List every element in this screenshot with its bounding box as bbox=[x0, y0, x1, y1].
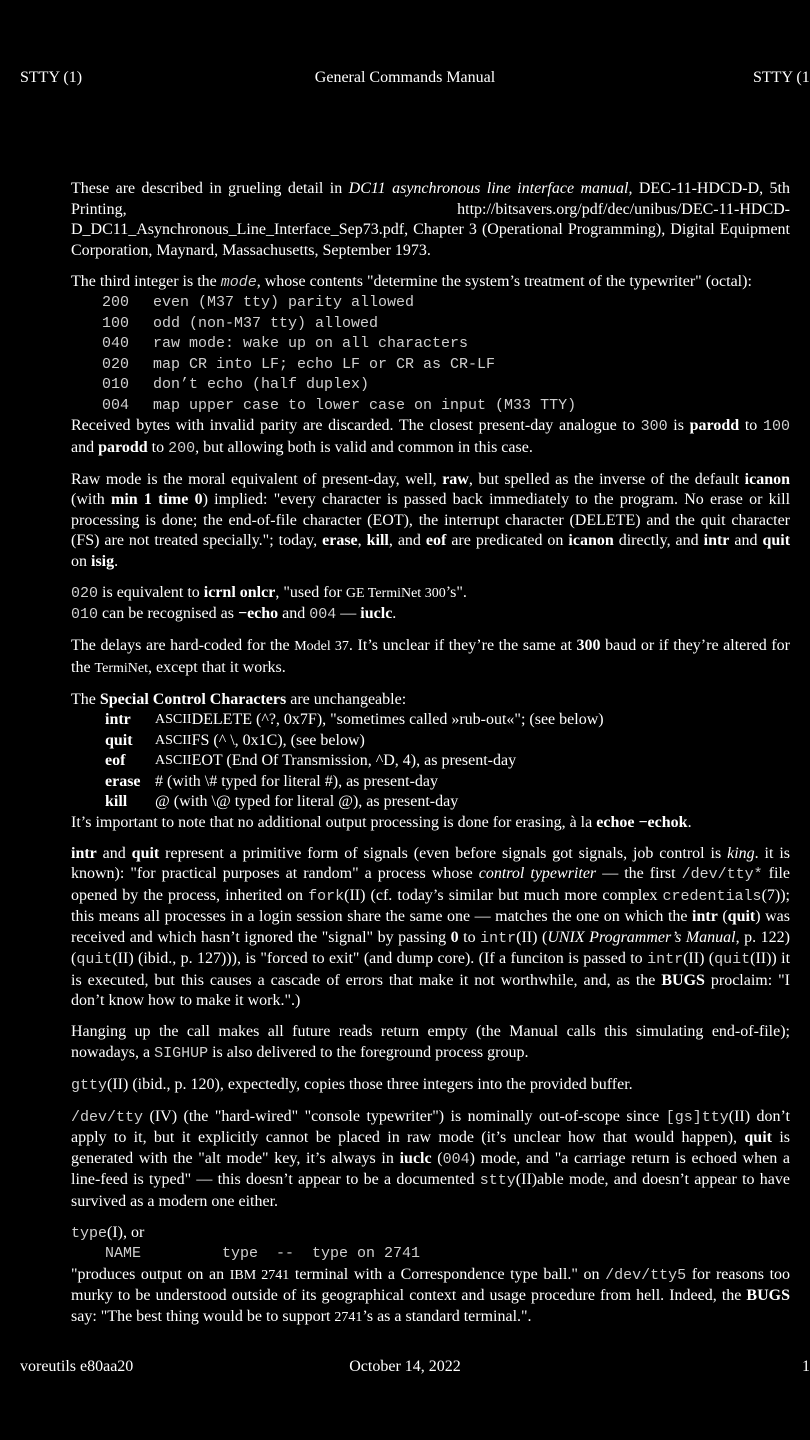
manpage-body bbox=[71, 179, 790, 1339]
page-header bbox=[0, 67, 810, 89]
scc-description: DELETE (^?, 0x7F), "sometimes called »rub-out«"; (see below) bbox=[191, 711, 604, 728]
scc-row bbox=[71, 772, 790, 793]
mode-table-row bbox=[71, 314, 790, 335]
paragraph-parity: Received bytes with invalid parity are discarded. The closest present-day analogue to 300 is parodd to 100 and parodd to 200, but allowing both is valid and common in this case. bbox=[71, 417, 791, 457]
header-center: General Commands Manual bbox=[314, 69, 496, 86]
mode-description: map CR into LF; echo LF or CR as CR-LF bbox=[153, 355, 496, 373]
mode-code: 010 bbox=[102, 376, 130, 393]
special-control-characters-table bbox=[71, 710, 790, 813]
scc-key: kill bbox=[105, 793, 128, 810]
mode-code: 100 bbox=[102, 314, 130, 332]
page-footer bbox=[0, 1356, 810, 1378]
mode-description: odd (non-M37 tty) allowed bbox=[153, 314, 379, 332]
header-right: STTY (1 bbox=[753, 69, 810, 86]
footer-center: October 14, 2022 bbox=[349, 1358, 461, 1375]
mode-description: don’t echo (half duplex) bbox=[153, 376, 370, 393]
mode-table-row bbox=[71, 293, 790, 314]
paragraph-hangup: Hanging up the call makes all future reads return empty (the Manual calls this simulating end-of-file); nowadays, a SIGHUP is also delivered to the foreground process group. bbox=[71, 1023, 790, 1062]
mode-table-row bbox=[71, 375, 790, 396]
paragraph-type: type(I), or bbox=[71, 1223, 145, 1242]
mode-code: 004 bbox=[102, 396, 130, 414]
footer-left: voreutils e80aa20 bbox=[20, 1358, 134, 1375]
paragraph-scc: The Special Control Characters are unchangeable: bbox=[71, 690, 407, 708]
scc-description: # (with \# typed for literal #), as present-day bbox=[155, 772, 439, 790]
scc-row bbox=[71, 710, 790, 731]
scc-ascii: ASCII bbox=[155, 732, 192, 748]
paragraph-dc11: These are described in grueling detail in DC11 asynchronous line interface manual, DEC-11-HDCD-D, 5th Printing, http://bitsavers.org/pdf/dec/unibus/DEC-11-HDCD-D_DC11_Asynchronous_Line_Interface_Sep73.pdf, Chapter 3 (Operational Programming), Digital Equipment Corporation, Maynard, Massachusetts, September 1973. bbox=[71, 180, 790, 259]
mode-description: raw mode: wake up on all characters bbox=[153, 335, 469, 352]
mode-table-row bbox=[71, 334, 790, 355]
paragraph-ibm2741: "produces output on an IBM 2741 terminal with a Correspondence type ball." on /dev/tty5 for reasons too murky to be understood outside of its geographical context and usage procedure from hell. Indeed, the BUGS say: "The best thing would be to support 2741’s as a standard terminal.". bbox=[71, 1265, 791, 1325]
header-left: STTY (1) bbox=[20, 69, 83, 86]
scc-description: @ (with \@ typed for literal @), as present-day bbox=[155, 793, 459, 810]
scc-key: intr bbox=[105, 711, 131, 728]
scc-description: EOT (End Of Transmission, ^D, 4), as present-day bbox=[191, 752, 517, 769]
mode-code: 200 bbox=[102, 294, 130, 311]
scc-row bbox=[71, 731, 790, 752]
scc-key: erase bbox=[105, 772, 141, 790]
mode-description: map upper case to lower case on input (M33 TTY) bbox=[153, 396, 577, 414]
mode-table-row bbox=[71, 396, 790, 417]
scc-row bbox=[71, 792, 790, 813]
paragraph-equivalents: 020 is equivalent to icrnl onlcr, "used for GE TermiNet 300’s". 010 can be recognised as −echo and 004 — iuclc. bbox=[71, 583, 467, 623]
scc-row bbox=[71, 751, 790, 772]
scc-ascii: ASCII bbox=[155, 712, 192, 727]
footer-right: 1 bbox=[802, 1358, 810, 1375]
paragraph-raw-mode: Raw mode is the moral equivalent of present-day, well, raw, but spelled as the inverse of the default icanon (with min 1 time 0) implied: "every character is passed back immediately to the program. No erase or kill processing is done; the end-of-file character (EOT), the interrupt character (DELETE) and the quit character (FS) are not treated specially."; today, erase, kill, and eof are predicated on icanon directly, and intr and quit on isig. bbox=[71, 470, 791, 570]
mode-code: 020 bbox=[102, 355, 130, 373]
paragraph-signals: intr and quit represent a primitive form of signals (even before signals got signals, job control is king. it is known): "for practical purposes at random" a process whose control typewriter — the first /dev/tty* file opened by the process, inherited on fork(II) (cf. today’s similar but much more complex credentials(7)); this means all processes in a login session share the same one — matches the one on which the intr (quit) was received and which hasn’t ignored the "signal" by passing 0 to intr(II) (UNIX Programmer’s Manual, p. 122) (quit(II) (ibid., p. 127))), is "forced to exit" (and dump core). (If a funciton is passed to intr(II) (quit(II)) it is executed, but this causes a cascade of errors that make it not worthwhile, and, as the BUGS proclaim: "I don’t know how to make it work.".) bbox=[71, 844, 791, 1009]
mode-table-row bbox=[71, 355, 790, 376]
scc-key: eof bbox=[105, 752, 126, 769]
paragraph-delays: The delays are hard-coded for the Model 37. It’s unclear if they’re the same at 300 baud or if they’re altered for the TermiNet, except that it works. bbox=[71, 637, 790, 676]
paragraph-gtty: gtty(II) (ibid., p. 120), expectedly, copies those three integers into the provided buffer. bbox=[71, 1075, 633, 1094]
mode-description: even (M37 tty) parity allowed bbox=[153, 294, 415, 311]
mode-code: 040 bbox=[102, 335, 130, 352]
scc-ascii: ASCII bbox=[155, 753, 192, 768]
scc-description: FS (^ \, 0x1C), (see below) bbox=[191, 731, 365, 749]
type-name-line: NAME type -- type on 2741 bbox=[105, 1245, 421, 1262]
mode-table bbox=[71, 293, 790, 416]
paragraph-mode: The third integer is the mode, whose contents "determine the system’s treatment of the typewriter" (octal): bbox=[71, 272, 752, 291]
paragraph-dev-tty: /dev/tty (IV) (the "hard-wired" "console typewriter") is nominally out-of-scope since [gs]tty(II) don’t apply to it, but it explicitly cannot be placed in raw mode (it’s unclear how that would happen), quit is generated with the "alt mode" key, it’s always in iuclc (004) mode, and "a carriage return is echoed when a line-feed is typed" — this doesn’t appear to be a documented stty(II)able mode, and doesn’t appear to have survived as a modern one either. bbox=[71, 1107, 791, 1210]
scc-key: quit bbox=[105, 731, 133, 749]
paragraph-erasing: It’s important to note that no additional output processing is done for erasing, à la echoe −echok. bbox=[71, 813, 692, 831]
